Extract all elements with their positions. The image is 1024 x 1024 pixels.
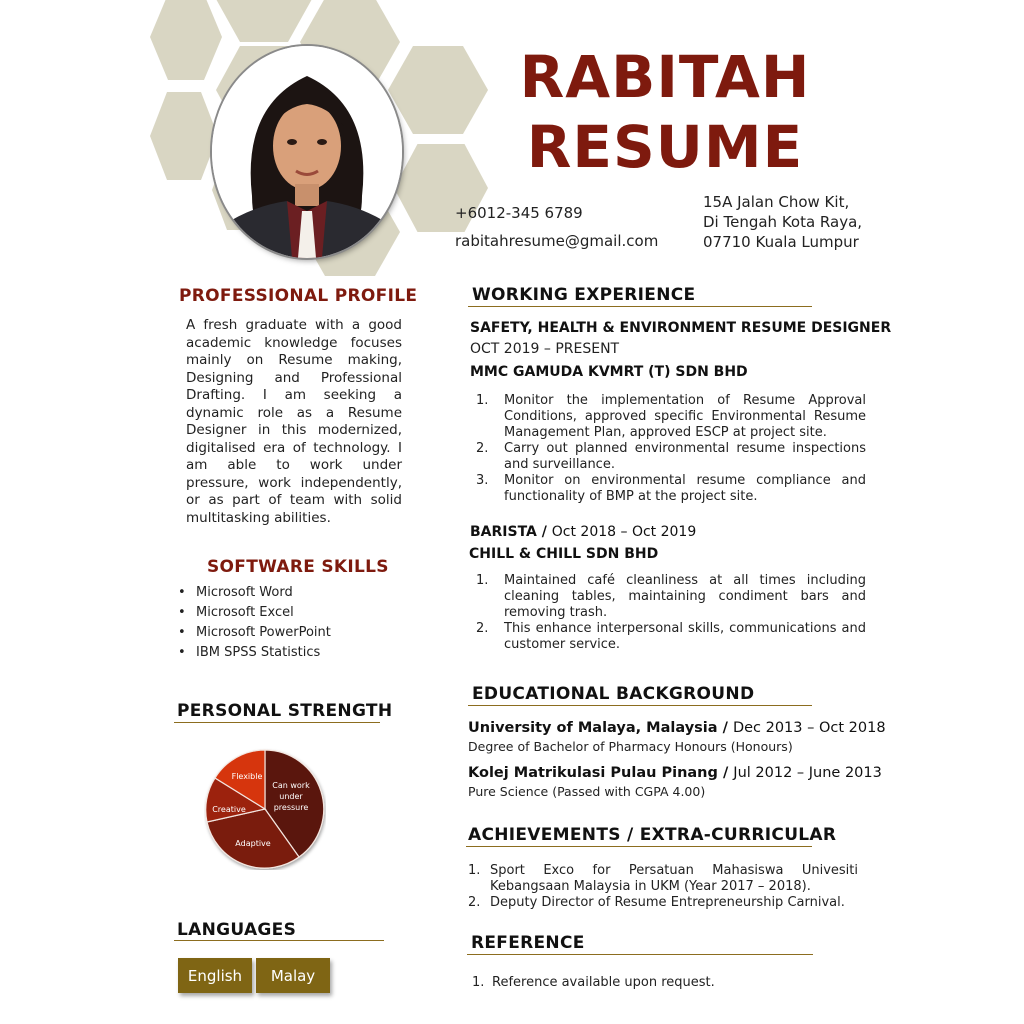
school-name: Kolej Matrikulasi Pulau Pinang [468, 765, 718, 781]
education-date: Dec 2013 – Oct 2018 [732, 720, 886, 736]
job-title-line: BARISTA / Oct 2018 – Oct 2019 [470, 524, 697, 540]
portrait-icon [212, 46, 402, 258]
duty-item: 2. Carry out planned environmental resume inspections and surveillance. [476, 441, 866, 472]
address-line-1: 15A Jalan Chow Kit, [703, 193, 850, 211]
skill-item: • Microsoft Excel [178, 603, 331, 623]
divider [174, 722, 380, 723]
duty-item: 1. Maintained café cleanliness at all times including cleaning tables, maintaining condiment bars and removing trash. [476, 573, 866, 620]
pie-label: Can work [272, 781, 310, 790]
duty-item: 1. Monitor the implementation of Resume Approval Conditions, approved specific Environmental Resume Management Plan, approved ESCP at project site. [476, 393, 866, 440]
phone-number: +6012-345 6789 [455, 204, 583, 222]
profile-text: A fresh graduate with a good academic knowledge focuses mainly on Resume making, Designing and Professional Drafting. I am seeking a dynamic role as a Resume Designer in this modernized, digitalised era of technology. I am able to work under pressure, work independently, or as part of team with solid multitasking abilities. [186, 317, 402, 526]
pie-label: Creative [212, 805, 246, 814]
job-title: BARISTA [470, 524, 537, 540]
address-line-2: Di Tengah Kota Raya, [703, 213, 863, 231]
divider [468, 306, 812, 307]
divider [174, 940, 384, 941]
job-duties [476, 573, 866, 653]
job-date: OCT 2019 – PRESENT [470, 341, 620, 357]
skill-item: • IBM SPSS Statistics [178, 643, 331, 663]
achievements-heading: ACHIEVEMENTS / EXTRA-CURRICULAR [468, 825, 837, 845]
education-heading: EDUCATIONAL BACKGROUND [472, 684, 755, 704]
job-duties [476, 393, 866, 505]
pie-label: under [279, 792, 303, 801]
job-company: CHILL & CHILL SDN BHD [469, 546, 659, 562]
languages-heading: LANGUAGES [177, 920, 297, 940]
strength-heading: PERSONAL STRENGTH [177, 701, 393, 721]
reference-list [472, 975, 862, 991]
pie-label: Flexible [231, 772, 263, 781]
education-date: Jul 2012 – June 2013 [733, 765, 882, 781]
name-line2: RESUME [526, 113, 804, 181]
divider [467, 954, 813, 955]
skills-list [178, 583, 331, 663]
school-name: University of Malaya, Malaysia [468, 720, 718, 736]
education-item: Kolej Matrikulasi Pulau Pinang / Jul 2012 – June 2013 [468, 765, 882, 781]
reference-item: 1. Reference available upon request. [472, 975, 715, 990]
job-company: MMC GAMUDA KVMRT (T) SDN BHD [470, 364, 748, 380]
duty-item: 3. Monitor on environmental resume compliance and functionality of BMP at the project site. [476, 473, 866, 504]
pie-label: pressure [273, 803, 309, 812]
divider [468, 705, 812, 706]
profile-heading: PROFESSIONAL PROFILE [179, 286, 418, 306]
education-detail: Pure Science (Passed with CGPA 4.00) [468, 784, 706, 799]
divider [466, 846, 812, 847]
skills-heading: SOFTWARE SKILLS [207, 557, 389, 577]
name-line1: RABITAH [519, 43, 811, 111]
experience-heading: WORKING EXPERIENCE [472, 285, 696, 305]
skill-item: • Microsoft Word [178, 583, 331, 603]
education-detail: Degree of Bachelor of Pharmacy Honours (Honours) [468, 739, 793, 754]
duty-item: 2. This enhance interpersonal skills, communications and customer service. [476, 621, 866, 652]
email-address: rabitahresume@gmail.com [455, 232, 659, 250]
achievements-list [468, 863, 858, 911]
achievement-item: 2. Deputy Director of Resume Entrepreneurship Carnival. [468, 895, 845, 910]
reference-heading: REFERENCE [471, 933, 585, 953]
address-line-3: 07710 Kuala Lumpur [703, 233, 859, 251]
achievement-item: 1. Sport Exco for Persatuan Mahasiswa Univesiti Kebangsaan Malaysia in UKM (Year 2017 – 2018). [468, 863, 858, 894]
job-date: Oct 2018 – Oct 2019 [551, 524, 697, 540]
pie-label: Adaptive [235, 839, 271, 848]
job-title: SAFETY, HEALTH & ENVIRONMENT RESUME DESIGNER [470, 320, 892, 336]
skill-item: • Microsoft PowerPoint [178, 623, 331, 643]
language-tag-english: English [178, 958, 252, 993]
profile-photo [212, 46, 402, 258]
language-tag-malay: Malay [256, 958, 330, 993]
strength-pie-chart [204, 748, 326, 870]
education-item: University of Malaya, Malaysia / Dec 2013 – Oct 2018 [468, 720, 886, 736]
